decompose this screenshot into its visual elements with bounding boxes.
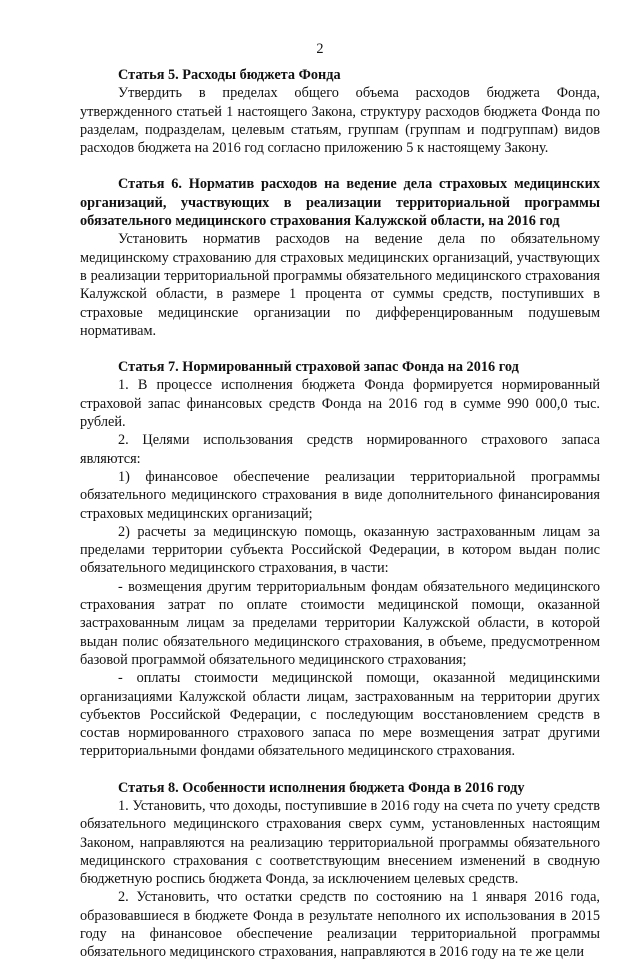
paragraph: Утвердить в пределах общего объема расходов бюджета Фонда, утвержденного статьей 1 настоящего Закона, структуру расходов бюджета Фонда по разделам, подразделам, целевым статьям, группам (группам и подгруппам) видов расходов бюджета на 2016 год согласно приложению 5 к настоящему Закону. bbox=[80, 85, 600, 157]
paragraph: 1. В процессе исполнения бюджета Фонда формируется нормированный страховой запас финансовых средств Фонда на 2016 год в сумме 990 000,0 тыс. рублей. bbox=[80, 377, 600, 431]
paragraph: Установить норматив расходов на ведение дела по обязательному медицинскому страхованию для страховых медицинских организаций, участвующих в реализации территориальной программы обязательного медицинского страхования Калужской области, в размере 1 процента от суммы средств, поступивших в страховые медицинские организации по дифференцированным подушевым нормативам. bbox=[80, 231, 600, 339]
article-heading: Статья 8. Особенности исполнения бюджета Фонда в 2016 году bbox=[118, 779, 525, 796]
article-heading: Статья 5. Расходы бюджета Фонда bbox=[118, 67, 341, 83]
article-heading: Статья 7. Нормированный страховой запас Фонда на 2016 год bbox=[118, 359, 519, 376]
section-gap bbox=[80, 340, 600, 358]
page-number: 2 bbox=[316, 41, 324, 57]
paragraph: 1. Установить, что доходы, поступившие в 2016 году на счета по учету средств обязательного медицинского страхования сверх сумм, установленных настоящим Законом, направляются на реализацию территориальной программы обязательного медицинского страхования с соответствующим внесением изменений в сводную бюджетную роспись бюджета Фонда, за исключением целевых средств. bbox=[80, 797, 600, 888]
article-7 bbox=[80, 358, 600, 761]
article-6 bbox=[80, 175, 600, 340]
paragraph: 2) расчеты за медицинскую помощь, оказанную застрахованным лицам за пределами территории субъекта Российской Федерации, в котором выдан полис обязательного медицинского страхования, в части: bbox=[80, 523, 600, 577]
article-5 bbox=[80, 66, 600, 157]
document-body bbox=[80, 66, 600, 962]
paragraph: 2. Целями использования средств нормированного страхового запаса являются: bbox=[80, 432, 600, 467]
article-8 bbox=[80, 779, 600, 962]
paragraph: - оплаты стоимости медицинской помощи, оказанной медицинскими организациями Калужской области лицам, застрахованным на территории других субъектов Российской Федерации, с последующим восстановлением средств в состав нормированного страхового запаса по мере возмещения затрат другими территориальными фондами обязательного медицинского страхования. bbox=[80, 670, 600, 760]
paragraph: - возмещения другим территориальным фондам обязательного медицинского страхования затрат по оплате стоимости медицинской помощи, оказанной застрахованным лицам за пределами территории Калужской области, в которой выдан полис обязательного медицинского страхования, в объеме, предусмотренном базовой программой обязательного медицинского страхования; bbox=[80, 578, 600, 668]
section-gap bbox=[80, 157, 600, 175]
section-gap bbox=[80, 761, 600, 779]
paragraph: 2. Установить, что остатки средств по состоянию на 1 января 2016 года, образовавшиеся в бюджете Фонда в результате неполного их использования в 2015 году на финансовое обеспечение реализации территориальной программы обязательного медицинского страхования, направляются в 2016 году на те же цели bbox=[80, 889, 600, 961]
article-heading: Статья 6. Норматив расходов на ведение дела страховых медицинских организаций, участвующих в реализации территориальной программы обязательного медицинского страхования Калужской области, на 2016 год bbox=[80, 176, 600, 230]
paragraph: 1) финансовое обеспечение реализации территориальной программы обязательного медицинского страхования в виде дополнительного финансирования страховых медицинских организаций; bbox=[80, 468, 600, 522]
